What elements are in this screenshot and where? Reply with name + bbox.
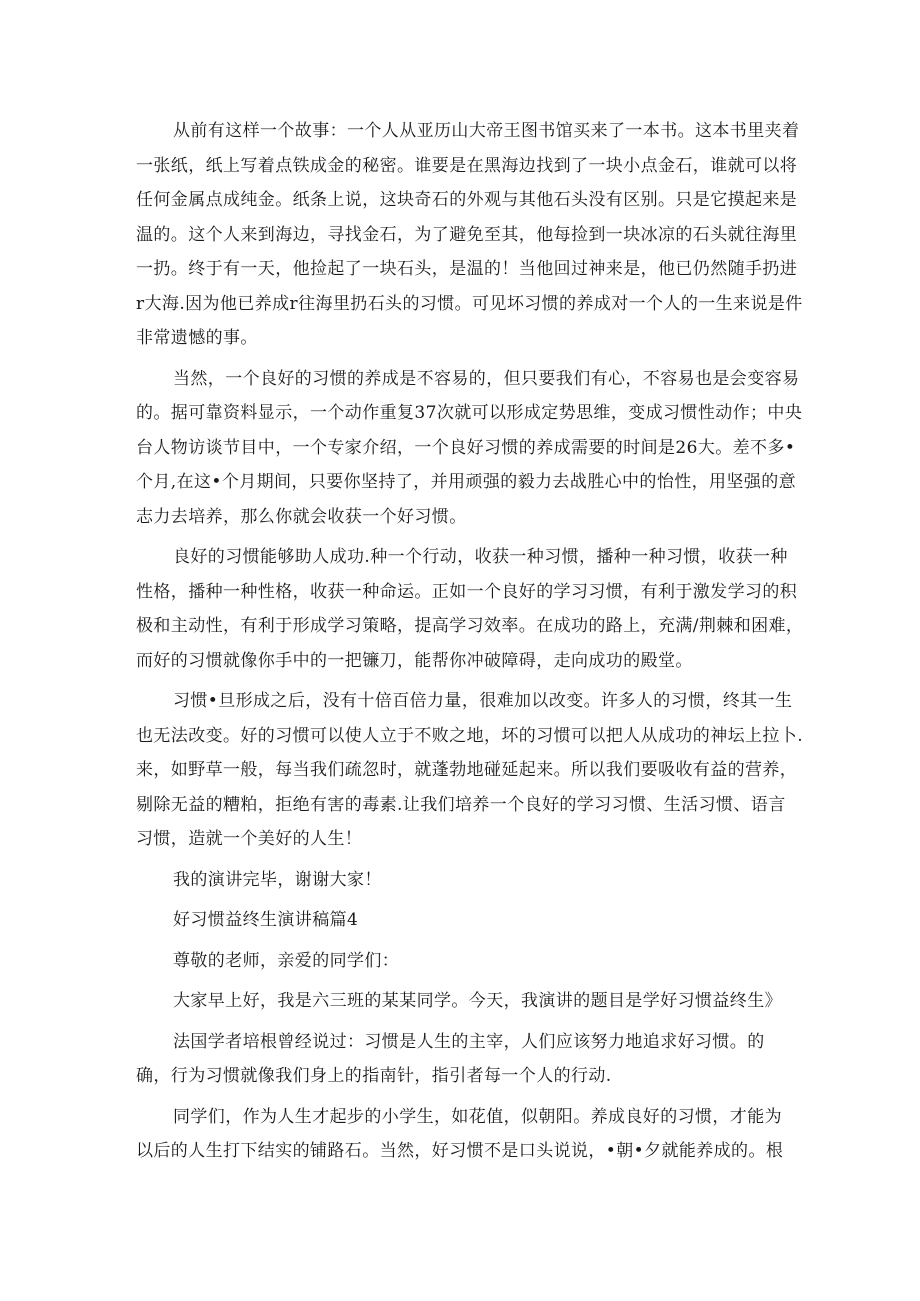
paragraph-habit-formation bbox=[136, 362, 803, 535]
text-line: 来，如野草一般，每当我们疏忽时，就蓬勃地碰延起来。所以我们要吸收有益的营养， bbox=[136, 760, 798, 780]
text-line: 大家早上好，我是六三班的某某同学。今天，我演讲的题目是学好习惯益终生》 bbox=[173, 991, 782, 1011]
text-line: r大海.因为他已养成r往海里扔石头的习惯。可见坏习惯的养成对一个人的一生来说是件 bbox=[136, 293, 803, 314]
text-line: 习惯•旦形成之后，没有十倍百倍力量，很难加以改变。许多人的习惯，终其一生 bbox=[173, 691, 793, 711]
text-line: 也无法改变。好的习惯可以使人立于不败之地，坏的习惯可以把人从成功的神坛上拉卜. bbox=[136, 725, 804, 746]
paragraph-greeting bbox=[136, 944, 778, 979]
text-line: 台人物访谈节目中，一个专家介绍，一个良好习惯的养成需要的时间是26大。差不多• bbox=[136, 437, 796, 458]
paragraph-story bbox=[136, 114, 803, 356]
paragraph-closing bbox=[136, 863, 778, 898]
text-line: 温的。这个人来到海边，寻找金石，为了避免至其，他每捡到一块冰凉的石头就往海里 bbox=[136, 224, 798, 245]
text-line: 而好的习惯就像你手中的一把镰刀，能帮你冲破障碍，走向成功的殿堂。 bbox=[136, 650, 693, 671]
text-line: 良好的习惯能够助人成功.种一个行动，收获一种习惯，播种一种习惯，收获一种 bbox=[173, 547, 788, 567]
text-line: 非常遗憾的事。 bbox=[136, 328, 258, 348]
text-line: 从前有这样一个故事：一个人从亚历山大帝王图书馆买来了一本书。这本书里夹着 bbox=[173, 121, 800, 141]
text-line: 确，行为习惯就像我们身上的指南针，指引者每一个人的行动. bbox=[136, 1066, 612, 1086]
paragraph-students bbox=[136, 1100, 784, 1169]
text-line: 一扔。终于有一天，他捡起了一块石头，是温的！当他回过神来是，他已仍然随手扔进 bbox=[136, 259, 798, 279]
text-line: 同学们，作为人生才起步的小学生，如花值，似朝阳。养成良好的习惯，才能为 bbox=[173, 1106, 782, 1127]
text-line: 尊敬的老师，亲爱的同学们： bbox=[173, 950, 400, 971]
text-line: 任何金属点成纯金。纸条上说，这块奇石的外观与其他石头没有区别。只是它摸起来是 bbox=[136, 190, 798, 210]
paragraph-habit-change bbox=[136, 684, 804, 857]
text-line: 极和主动性，有利于形成学习策略，提高学习效率。在成功的路上，充满/荆棘和困难， bbox=[136, 616, 804, 636]
text-line: 当然，一个良好的习惯的养成是不容易的，但只要我们有心，不容易也是会变容易 bbox=[173, 368, 800, 389]
section-heading bbox=[136, 903, 778, 938]
text-line: 法国学者培根曾经说过：习惯是人生的主宰，人们应该努力地追求好习惯。的 bbox=[173, 1031, 765, 1052]
paragraph-bacon-quote bbox=[136, 1025, 778, 1094]
text-line: 性格，播种一种性格，收获一种命运。正如一个良好的学习习惯，有利于激发学习的积 bbox=[136, 581, 798, 602]
document-body bbox=[136, 114, 804, 1169]
paragraph-habit-success bbox=[136, 540, 804, 678]
text-line: 剔除无益的糟粕，拒绝有害的毒素.让我们培养一个良好的学习习惯、生活习惯、语言 bbox=[136, 794, 786, 815]
text-line: 一张纸，纸上写着点铁成金的秘密。谁要是在黑海边找到了一块小点金石，谁就可以将 bbox=[136, 155, 798, 176]
paragraph-intro bbox=[136, 984, 782, 1019]
text-line: 习惯，造就一个美好的人生！ bbox=[136, 829, 363, 849]
text-line: 个月,在这•个月期间，只要你坚持了，并用顽强的毅力去战胜心中的怡性，用坚强的意 bbox=[136, 472, 797, 492]
text-line: 的。据可靠资料显示，一个动作重复37次就可以形成定势思维，变成习惯性动作；中央 bbox=[136, 403, 803, 423]
text-line: 我的演讲完毕，谢谢大家！ bbox=[173, 869, 382, 890]
heading-text: 好习惯益终生演讲稿篇4 bbox=[173, 910, 359, 930]
text-line: 以后的人生打下结实的铺路石。当然，好习惯不是口头说说，•朝•夕就能养成的。根 bbox=[136, 1141, 784, 1161]
text-line: 志力去培养，那么你就会收获一个好习惯。 bbox=[136, 506, 467, 527]
